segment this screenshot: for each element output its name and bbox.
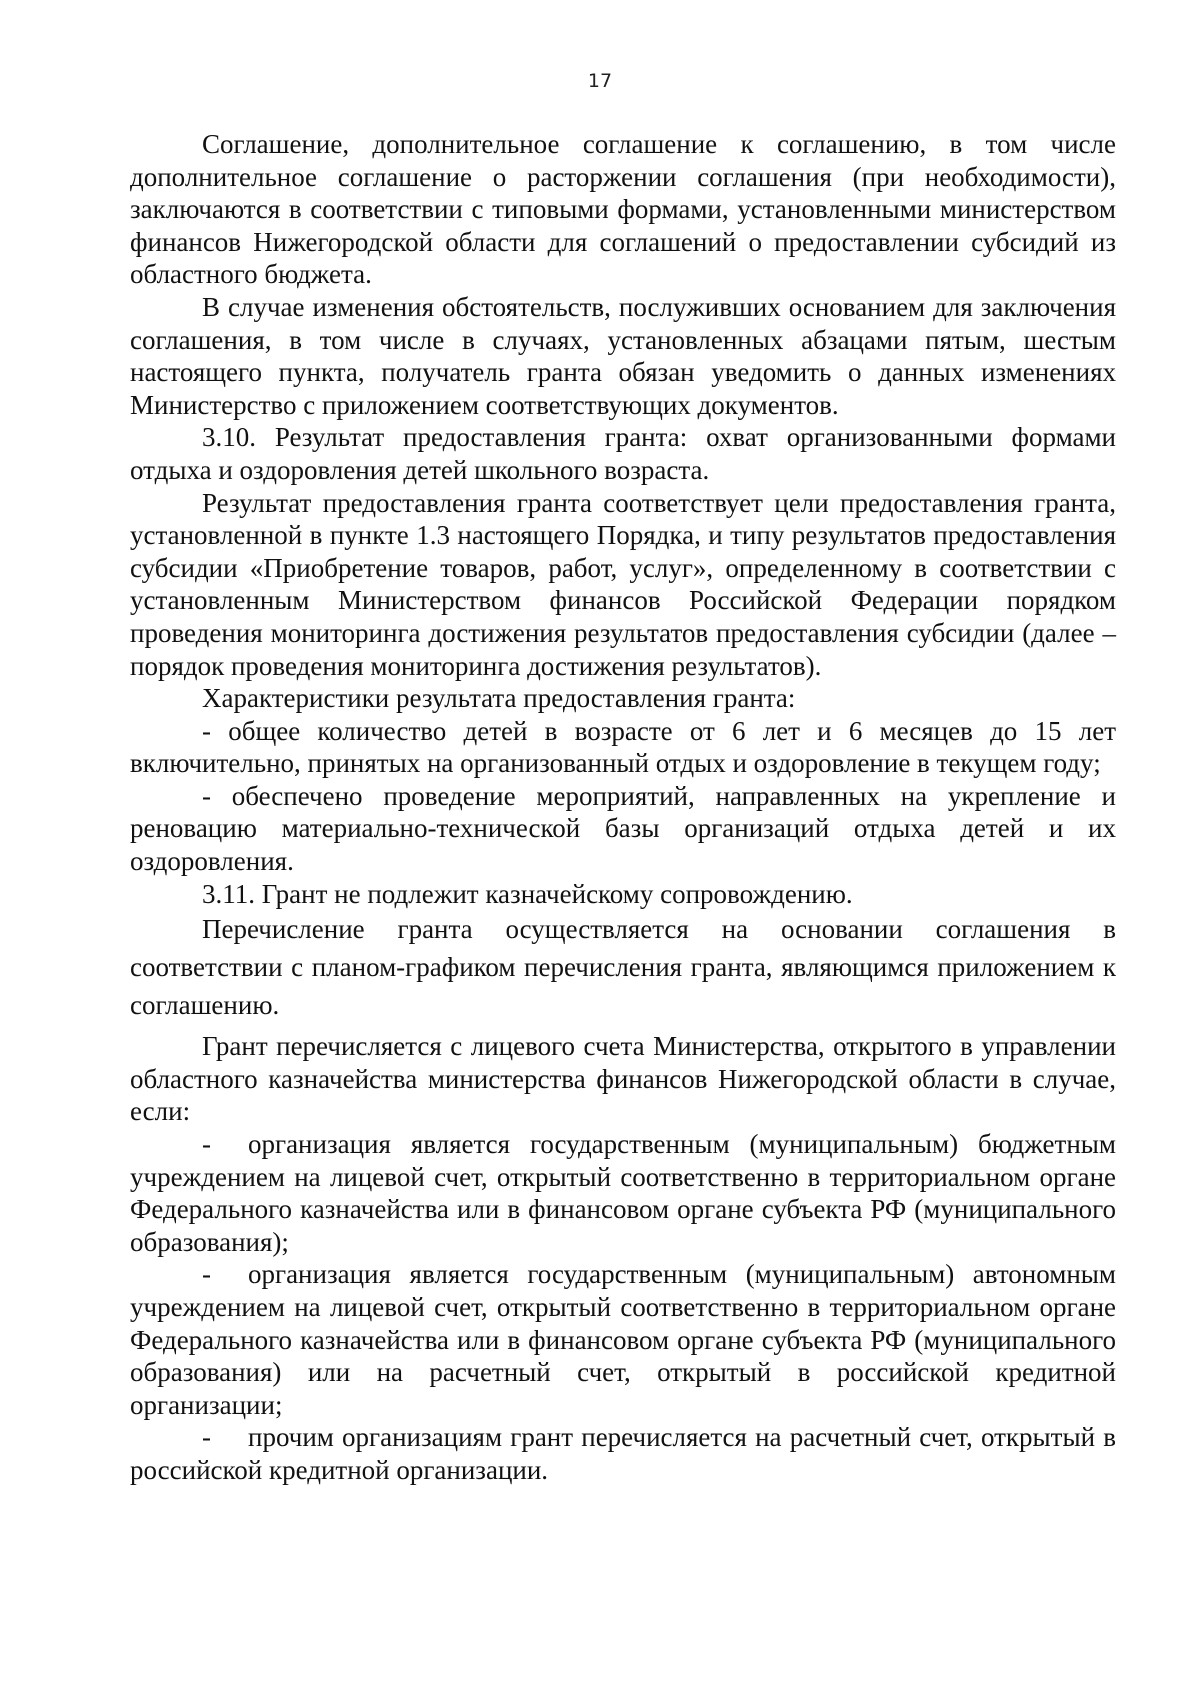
list-item-budget-institution xyxy=(130,1128,1116,1258)
paragraph-characteristic-children-count: - общее количество детей в возрасте от 6 лет и 6 месяцев до 15 лет включительно, принятых на организованный отдых и оздоровление в текущем году; xyxy=(130,715,1116,779)
list-item-text: организация является государственным (муниципальным) бюджетным учреждением на лицевой счет, открытый соответственно в территориальном органе Федерального казначейства или в финансовом органе субъекта РФ (муниципального образования); xyxy=(130,1129,1116,1257)
paragraph-transfer-account: Грант перечисляется с лицевого счета Министерства, открытого в управлении областного казначейства министерства финансов Нижегородской области в случае, если: xyxy=(130,1031,1116,1127)
paragraph-characteristic-renovation: - обеспечено проведение мероприятий, направленных на укрепление и реновацию материально-технической базы организаций отдыха детей и их оздоровления. xyxy=(130,780,1116,877)
list-dash: - xyxy=(202,1422,211,1453)
paragraph-3-11-treasury: 3.11. Грант не подлежит казначейскому сопровождению. xyxy=(202,878,853,909)
paragraph-3-10-result: 3.10. Результат предоставления гранта: охват организованными формами отдыха и оздоровления детей школьного возраста. xyxy=(130,422,1116,485)
paragraph-change-notification: В случае изменения обстоятельств, послуживших основанием для заключения соглашения, в том числе в случаях, установленных абзацами пятым, шестым настоящего пункта, получатель гранта обязан уведомить о данных изменениях Министерство с приложением соответствующих документов. xyxy=(130,291,1116,420)
document-body xyxy=(130,128,1116,1487)
list-dash: - xyxy=(202,1129,211,1160)
paragraph-agreement-forms: Соглашение, дополнительное соглашение к соглашению, в том числе дополнительное соглашение о расторжении соглашения (при необходимости), заключаются в соответствии с типовыми формами, установленными министерством финансов Нижегородской области для соглашений о предоставлении субсидий из областного бюджета. xyxy=(130,129,1116,290)
list-item-text: прочим организациям грант перечисляется на расчетный счет, открытый в российской кредитной организации. xyxy=(130,1422,1116,1485)
list-item-other-organizations xyxy=(130,1421,1116,1486)
list-item-autonomous-institution xyxy=(130,1258,1116,1421)
paragraph-transfer-schedule: Перечисление гранта осуществляется на основании соглашения в соответствии с планом-графиком перечисления гранта, являющимся приложением к соглашению. xyxy=(130,914,1116,1021)
paragraph-result-compliance: Результат предоставления гранта соответствует цели предоставления гранта, установленной в пункте 1.3 настоящего Порядка, и типу результатов предоставления субсидии «Приобретение товаров, работ, услуг», определенному в соответствии с установленным Министерством финансов Российской Федерации порядком проведения мониторинга достижения результатов предоставления субсидии (далее – порядок проведения мониторинга достижения результатов). xyxy=(130,487,1116,681)
paragraph-result-characteristics: Характеристики результата предоставления гранта: xyxy=(202,683,796,714)
list-dash: - xyxy=(202,1259,211,1290)
list-item-text: организация является государственным (муниципальным) автономным учреждением на лицевой счет, открытый соответственно в территориальном органе Федерального казначейства или в финансовом органе субъекта РФ (муниципального образования) или на расчетный счет, открытый в российской кредитной организации; xyxy=(130,1259,1116,1420)
page-number: 17 xyxy=(587,70,613,92)
